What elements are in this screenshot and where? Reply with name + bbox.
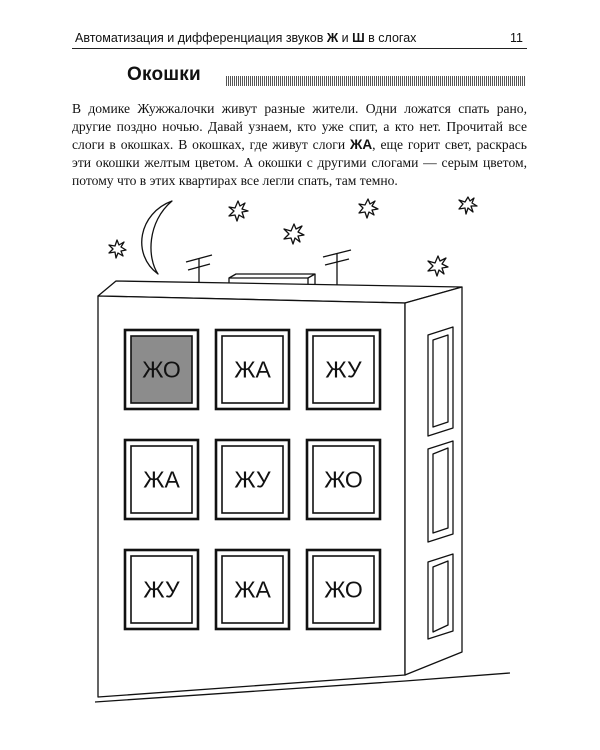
moon-icon <box>142 201 172 274</box>
star-icon <box>428 256 448 276</box>
running-title: Автоматизация и дифференциация звуков Ж и Ш в слогах <box>75 31 417 45</box>
window <box>307 440 380 519</box>
star-icon <box>284 224 304 244</box>
window <box>216 440 289 519</box>
star-icon <box>359 199 378 218</box>
window <box>307 550 380 629</box>
window-syllable: ЖУ <box>143 576 180 603</box>
window <box>125 330 198 409</box>
antenna-icon <box>323 250 351 286</box>
window-syllable: ЖО <box>324 466 363 493</box>
windows-grid <box>125 330 380 629</box>
window <box>216 550 289 629</box>
window <box>125 440 198 519</box>
star-icon <box>459 197 477 214</box>
window-syllable: ЖА <box>234 576 271 603</box>
letter-zh: Ж <box>326 31 339 45</box>
window <box>125 550 198 629</box>
intro-paragraph: В домике Жужжалочки живут разные жители. Одни ложатся спать рано, другие поздно ночью. Давай узнаем, кто уже спит, а кто нет. Прочитай все слоги в окошках. В окошках, где живут слоги ЖА, еще горит свет, раскрась эти окошки желтым цветом. А окошки с другими слогами — серым цветом, потому что в этих квартирах все легли спать, там темно. <box>72 101 527 188</box>
window-syllable: ЖО <box>142 356 181 383</box>
window-syllable: ЖУ <box>234 466 271 493</box>
page-title: Окошки <box>127 64 201 85</box>
window <box>307 330 380 409</box>
page-number: 11 <box>510 31 523 45</box>
star-icon <box>229 201 248 221</box>
window-syllable: ЖА <box>143 466 180 493</box>
letter-sh: Ш <box>352 31 365 45</box>
window-syllable: ЖУ <box>325 356 362 383</box>
window-syllable: ЖО <box>324 576 363 603</box>
window-syllable: ЖА <box>234 356 271 383</box>
star-icon <box>109 240 126 258</box>
window <box>216 330 289 409</box>
highlight-syllable: ЖА <box>350 137 373 152</box>
